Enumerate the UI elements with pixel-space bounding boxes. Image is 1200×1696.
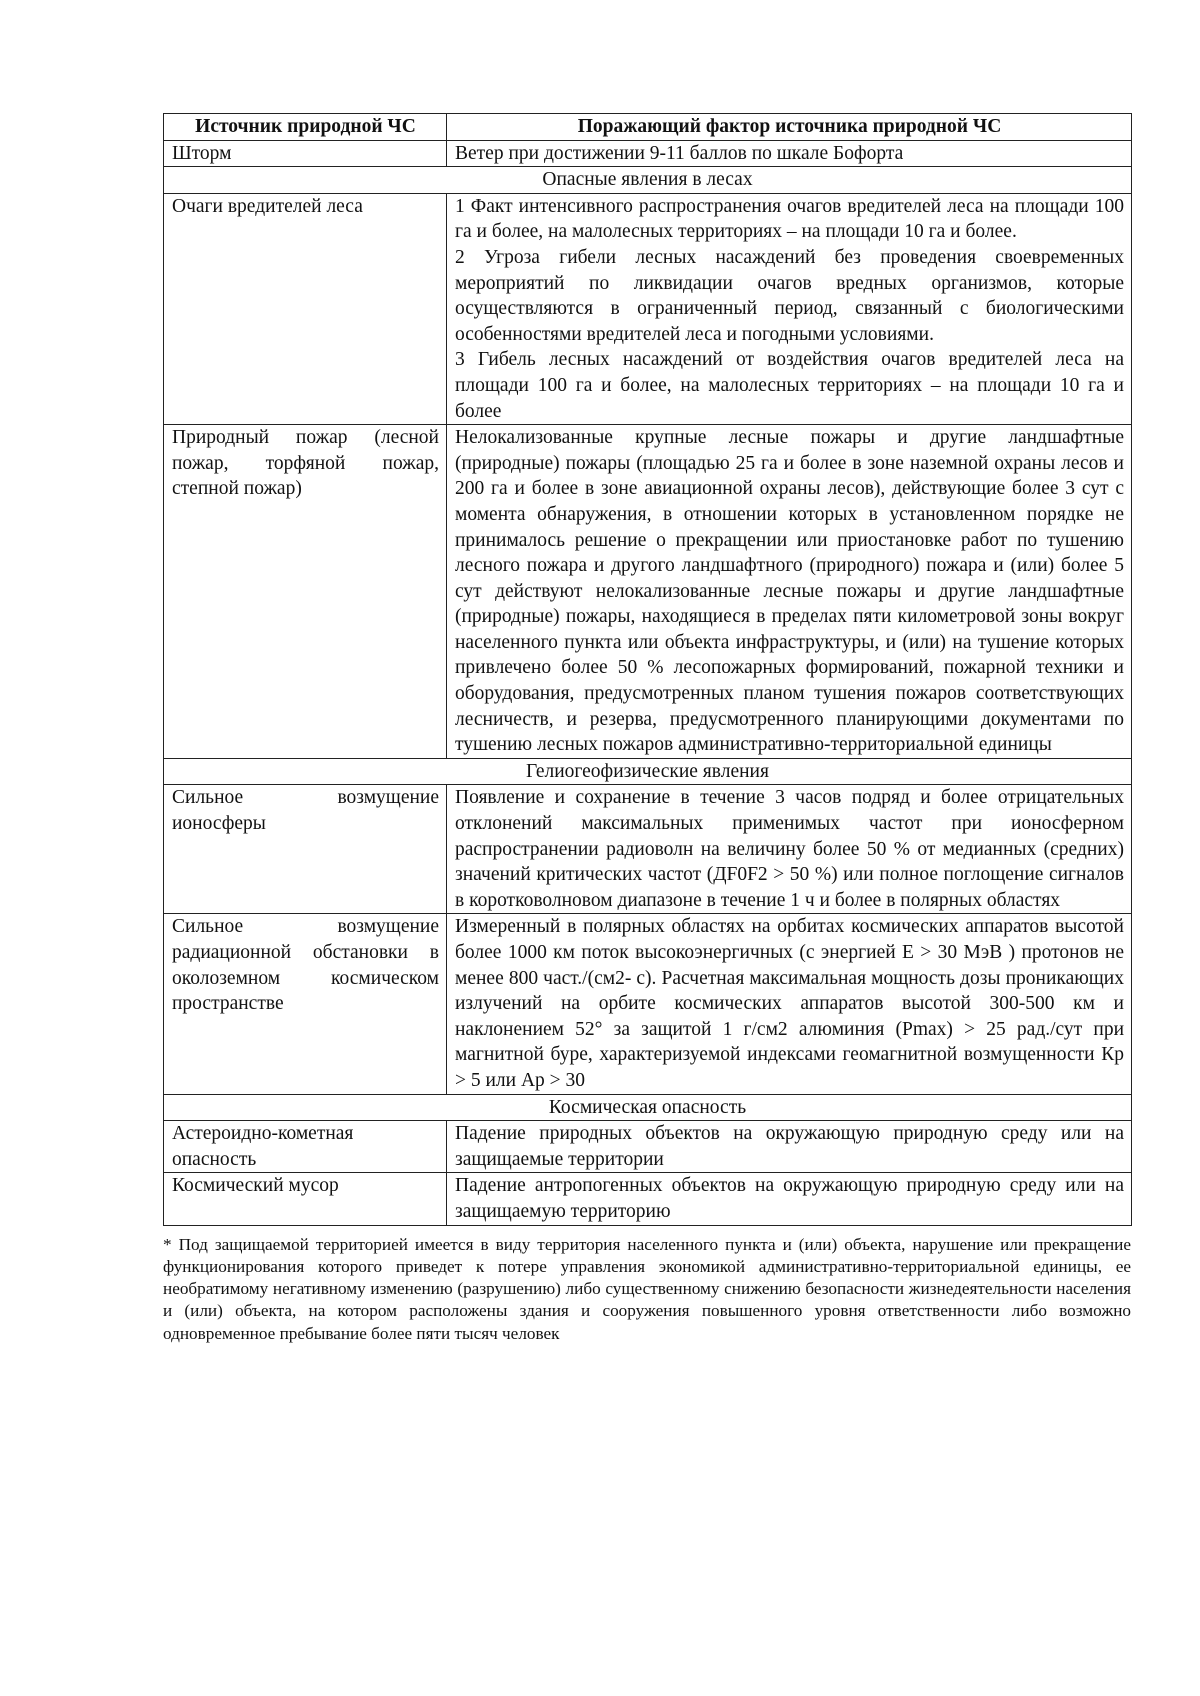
row-storm-source: Шторм xyxy=(164,140,447,167)
section-row-helio xyxy=(164,758,1132,785)
table-header-row xyxy=(164,114,1132,141)
header-factor: Поражающий фактор источника природной ЧС xyxy=(447,114,1132,141)
row-radiation-source: Сильное возмущение радиационной обстановки в околоземном космическом пространстве xyxy=(164,914,447,1094)
row-fire-factor: Нелокализованные крупные лесные пожары и другие ландшафтные (природные) пожары (площадью 25 га и более в зоне наземной охраны лесов и 200 га и более в зоне авиационной охраны лесов), действующие более 3 сут с момента обнаружения, в отношении которых в установленном порядке не принималось решение о прекращении или приостановке работ по тушению лесного пожара и другого ландшафтного (природного) пожара и (или) более 5 сут действуют нелокализованные лесные пожары и другие ландшафтные (природные) пожары, находящиеся в пределах пяти километровой зоны вокруг населенного пункта или объекта инфраструктуры, и (или) на тушение которых привлечено более 50 % лесопожарных формирований, пожарной техники и оборудования, предусмотренных планом тушения пожаров соответствующих лесничеств, и резерва, предусмотренного планирующими документами по тушению лесных пожаров административно-территориальной единицы xyxy=(447,425,1132,759)
row-pests-factor-1: 1 Факт интенсивного распространения очагов вредителей леса на площади 100 га и более, на малолесных территориях – на площади 10 га и более. xyxy=(455,195,1124,243)
section-row-forest xyxy=(164,167,1132,194)
header-source: Источник природной ЧС xyxy=(164,114,447,141)
table-row-fire xyxy=(164,425,1132,759)
row-storm-factor: Ветер при достижении 9-11 баллов по шкале Бофорта xyxy=(447,140,1132,167)
row-ionosphere-source: Сильное возмущение ионосферы xyxy=(164,785,447,914)
row-debris-source: Космический мусор xyxy=(164,1173,447,1225)
table-row-radiation xyxy=(164,914,1132,1094)
row-pests-factor xyxy=(447,193,1132,424)
hazard-table xyxy=(163,113,1132,1226)
row-ionosphere-factor: Появление и сохранение в течение 3 часов подряд и более отрицательных отклонений максимальных применимых частот при ионосферном распространении радиоволн на величину более 50 % от медианных (средних) значений критических частот (ДF0F2 > 50 %) или полное поглощение сигналов в коротковолновом диапазоне в течение 1 ч и более в полярных областях xyxy=(447,785,1132,914)
table-row-storm xyxy=(164,140,1132,167)
document-page xyxy=(163,113,1131,1345)
table-row-pests xyxy=(164,193,1132,424)
section-forest-title: Опасные явления в лесах xyxy=(164,167,1132,194)
row-asteroid-factor: Падение природных объектов на окружающую природную среду или на защищаемые территории xyxy=(447,1121,1132,1173)
section-row-space xyxy=(164,1094,1132,1121)
footnote: * Под защищаемой территорией имеется в виду территория населенного пункта и (или) объекта, нарушение или прекращение функционирования которого приведет к потере управления экономикой административно-территориальной единицы, ее необратимому негативному изменению (разрушению) либо существенному снижению безопасности жизнедеятельности населения и (или) объекта, на котором расположены здания и сооружения повышенного уровня ответственности либо возможно одновременное пребывание более пяти тысяч человек xyxy=(163,1234,1131,1343)
row-asteroid-source: Астероидно-кометная опасность xyxy=(164,1121,447,1173)
table-row-debris xyxy=(164,1173,1132,1225)
row-pests-source: Очаги вредителей леса xyxy=(164,193,447,424)
row-pests-factor-2: 2 Угроза гибели лесных насаждений без проведения своевременных мероприятий по ликвидации очагов вредных организмов, которые осуществляются в ограниченный период, связанный с биологическими особенностями вредителей леса и погодными условиями. xyxy=(455,246,1124,345)
row-fire-source: Природный пожар (лесной пожар, торфяной пожар, степной пожар) xyxy=(164,425,447,759)
row-radiation-factor: Измеренный в полярных областях на орбитах космических аппаратов высотой более 1000 км поток высокоэнергичных (с энергией Е > 30 МэВ ) протонов не менее 800 част./(см2- с). Расчетная максимальная мощность дозы проникающих излучений на орбите космических аппаратов высотой 300-500 км и наклонением 52° за защитой 1 г/см2 алюминия (Pmax) > 25 рад./сут при магнитной буре, характеризуемой индексами геомагнитной возмущенности Кр > 5 или Ар > 30 xyxy=(447,914,1132,1094)
section-helio-title: Гелиогеофизические явления xyxy=(164,758,1132,785)
table-row-asteroid xyxy=(164,1121,1132,1173)
section-space-title: Космическая опасность xyxy=(164,1094,1132,1121)
row-debris-factor: Падение антропогенных объектов на окружающую природную среду или на защищаемую территорию xyxy=(447,1173,1132,1225)
table-row-ionosphere xyxy=(164,785,1132,914)
row-pests-factor-3: 3 Гибель лесных насаждений от воздействия очагов вредителей леса на площади 100 га и более, на малолесных территориях – на площади 10 га и более xyxy=(455,349,1124,422)
